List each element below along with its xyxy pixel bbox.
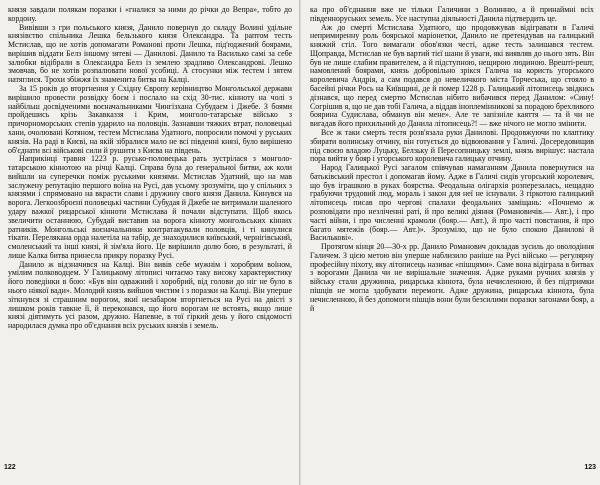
paragraph: князя завдали полякам поразки і «гналися за ними до річки до Вепра», тобто до кордону. (8, 6, 292, 23)
paragraph: Наприкінці травня 1223 р. русько-половецька рать зустрілася з монголо-татарською кіннотою на річці Калці. Справа була до генеральної битви, аж коли вийшли на суперечки поміж руськими князями. Мстислав Удатний, що на мав заслужену репутацію першого воїна на Русі, дав усьому зрозуміти, що у спільних з князями і спрямовано на вкрасти слави і дружину свого князя Данила. Кинувся на ворога. Легкоозброєні половецькі частини Субудая й Джебе не витримали шаленого удару важкої рицарської кінноти Мстислава й почали відступати. Щоб якось звеличити останнюю, Субудай виставив на ворога кінноту монгольських кінних ратників. Монгольські воєначальники контратакували половців, і ті кинулися тікати. Перелякана орда налетіла на табір, де знаходилися київський, чернігівський, смоленський та інші князі, й зім'яла його. Це вирішило долю бою, в результаті, й лише Калка битва принесла прикру поразку Русі. (8, 154, 292, 260)
left-page-number: 122 (4, 464, 16, 471)
paragraph: Аж до смерті Мстислава Удатного, що продовжував відігравати в Галичі непримиренну роль боярської маріонетки, Данило не претендував на галицький княжий стіл. Того вимагали обов'язки честі, адже тесть залишався тестем. Щоправда, Мстислав не був вартий тієї шани й уваги, які виявляв до нього зять. Він був не лише слабим правителем, а й підступною, нещирою людиною. Врешті-решт, намовлений боярами, князь добровільно зрікся Галича на користь угорського королевича Андрія, а сам подався до невеличкого міста Торчеська, що стояло в басейні річки Рось на Київщині, де й помер 1228 р. Галицький літописець звідкись дізнався, що перед смертю Мстислав нібито вибачився перед Данилом: «Сину! Согрішив я, що не дав тобі Галича, а віддав іноплемінникові за порадою брехливого боярина Судислава, обманув він мене». Але те запізніле каяття — та й чи не вигадав його прихильний до Данила літописець?! — вже нічого не могло змінити. (310, 22, 594, 129)
paragraph: ка про об'єднання вже не тільки Галичини з Волинню, а й принаймні всіх південноруських земель. Усе наступна діяльності Данила підтвердить це. (310, 6, 594, 23)
paragraph: Вивівши з гри польського князя, Данило повернув до складу Волині удільне князівство спільника Лешка бельзького князя Олександра. Та раптом тесть Мстислав, що не хотів допомагати Романові проти Лешка, під'юджений боярами, вирішив віддати Белз іншому зятеві — Данилові. Данило та Василько самі за себе залюбки відібрали в Олександра Белз із землею зрадливо Олександрові. Лешко змовчав, бо не хотів розпалювати нової усобиці. А стосунки між тестем і зятем натяглися. Трохи збіжжя їх знаменита битва на Калці. (8, 22, 292, 85)
paragraph: Протягом кінця 20—30-х рр. Данило Романович докладав зусиль до оволодіння Галичем. З цією метою він уперше наблизило раніше на Русі військо — регулярну професійну піхоту, яку літописець називає «пішцями». Саме вона відіграла в битвах з ворогами Данила чи не вирішальне значення. Адже руками ручних князів у війську стали дружинна, рицарська кіннота, була нечисленною, й без підтримки пішців не могла здобувати перемоги. Адже дружина, рицарська кіннота, була нечисленною, й без допомоги пішців вони були безсилими поразки загонами бояр, а й (310, 242, 594, 313)
paragraph: Данило ж відзначився на Калці. Він вивів себе мужнім і хоробрим воїном, умілим полководцем. У Галицькому літописі читаємо таку високу характеристику його поведінки в бою: «Був він одважний і хоробрий, від голови до ніг не було в нього ніякої вади». Молодий князь вийшов чистим і з поразки на Калці. Він уперше зіткнувся зі страшним ворогом, якиї незабаром вторгнеться на Русі на двісті з лишком років тавкне її, й переконався, що його ворогам не встоять, якщо лише князі діятимуть усі разом, дружно. Напевне, в тої гіркий день у його свідомості народилася думка про об'єднання всіх руських князів і земель. (8, 259, 292, 331)
left-text-column (8, 6, 292, 456)
right-page-number: 123 (584, 464, 596, 471)
paragraph: За 15 років до вторгнення у Східну Європу керівництво Монгольської держави вирішило провести розвідку боєм і послало на схід 30-тис. кінноту на чолі з найбільш досвідченими воєначальниками Чингізхана Субудаєм і Джебе. З боями пройдешись крізь Закавказзя і Крим, монголо-татарське військо з причорноморських степів ударило на половців. Зазнавши тяжких втрат, половецькі хани, очолювані Котяном, тестем Мстислава Удатного, попросили помочі у руських князів. На раді в Києві, на якій зібралися мало не всі південні князі, було вирішено об'єднати всі військові сили й рушити з Києва на південь. (8, 84, 292, 155)
right-text-column (310, 6, 594, 456)
left-page (0, 0, 299, 485)
paragraph: Все ж таки смерть тестя розв'язала руки Данилові. Продовжуючи по клаптику збирати волинську отчину, він готується до відвоювання у Галичі. Досередовищив під своєю владою Луцьку, Белзьку й Пересопницьку землі, князь вирішує: настала пора вийти у бояр і угорського королевича галицьку отчину. (310, 127, 594, 164)
right-page (301, 0, 600, 485)
paragraph: Народ Галицької Русі загалом співчував намаганням Данила повернутися на батьківський престол і допомагав йому. Адже в Галичі сидів угорський королевич, що був іграшкою в руках боярства. Феодальна олігархія розперезалась, нещадно грабуючи трудовий люд, мораль і закон для неї не існували. З гіркотою галицький літописець писав про чергові спалахи феодальних заміщань: «Почнемо ж розповідати про незліченні раті, й про великі діяння (Романовичів.— Авт.), і про часті війни, і про численні крамоли (бояр.— Авт.), й про часті повстання, й про багато мятежів (бояр.— Авт.)». Зрозуміло, що не було спокою Данилові й Василькові». (310, 163, 594, 243)
